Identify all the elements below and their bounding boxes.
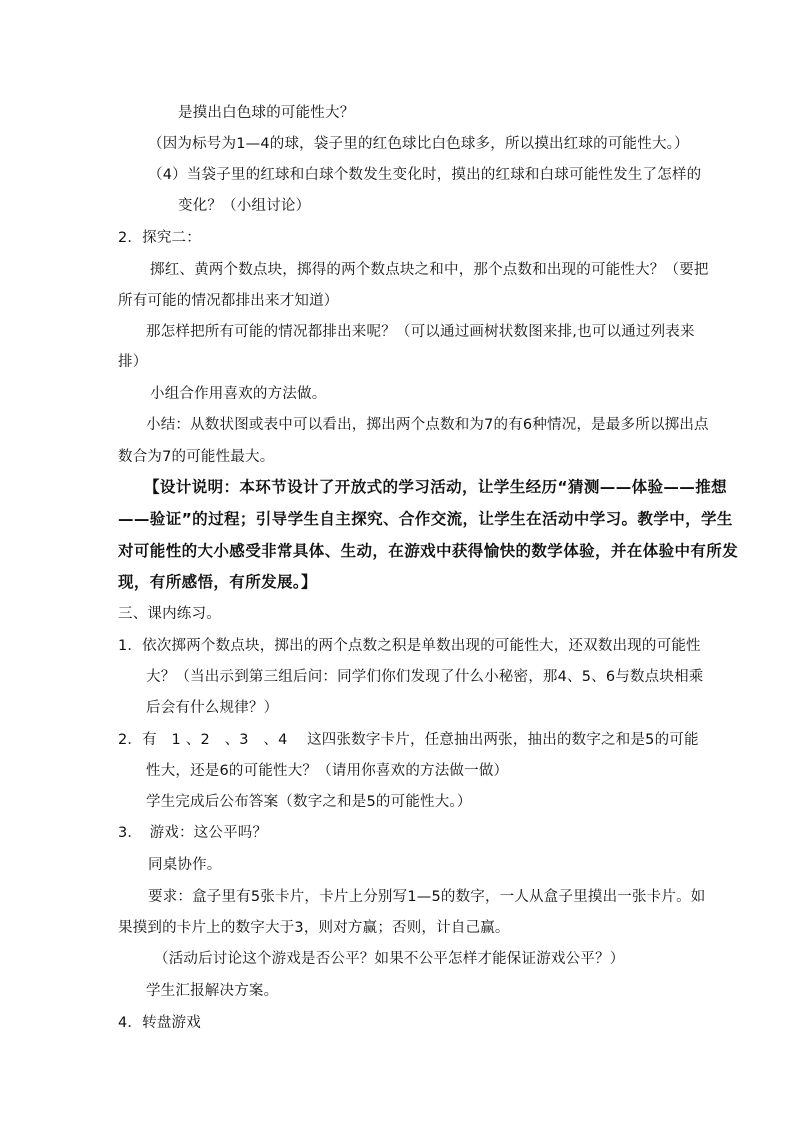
text-line: 大？（当出示到第三组后问：同学们你们发现了什么小秘密，那4、5、6与数点块相乘 (146, 669, 704, 685)
design-note-line: 【设计说明：本环节设计了开放式的学习活动，让学生经历“猜测——体验——推想 (144, 478, 727, 496)
section-heading: 3． 游戏：这公平吗？ (118, 825, 268, 841)
text-line: 数合为7的可能性最大。 (118, 449, 275, 465)
text-line: 所有可能的情况都排出来才知道） (118, 293, 339, 309)
text-line: 2．有 1 、2 、3 、4 这四张数字卡片，任意抽出两张，抽出的数字之和是5的可能 (118, 732, 699, 748)
design-note-line: 对可能性的大小感受非常具体、生动，在游戏中获得愉快的数学体验，并在体验中有所发 (118, 542, 739, 560)
design-note-line: ——验证”的过程；引导学生自主探究、合作交流，让学生在活动中学习。教学中，学生 (118, 510, 733, 528)
text-line: （4）当袋子里的红球和白球个数发生变化时，摸出的红球和白球可能性发生了怎样的 (148, 167, 702, 183)
text-line: 性大，还是6的可能性大？（请用你喜欢的方法做一做） (146, 763, 509, 779)
text-line: 学生汇报解决方案。 (146, 983, 279, 999)
text-line: 那怎样把所有可能的情况都排出来呢？（可以通过画树状数图来排,也可以通过列表来 (146, 324, 695, 340)
text-line: 排） (118, 354, 148, 370)
text-line: 小组合作用喜欢的方法做。 (150, 386, 327, 402)
section-heading: 三、课内练习。 (118, 606, 221, 622)
text-line: 小结：从数状图或表中可以看出，掷出两个点数和为7的有6种情况，是最多所以掷出点 (146, 417, 709, 433)
text-line: 学生完成后公布答案（数字之和是5的可能性大。） (146, 794, 472, 810)
text-line: 后会有什么规律？） (146, 700, 279, 716)
text-line: （因为标号为1—4的球，袋子里的红色球比白色球多，所以摸出红球的可能性大。） (148, 136, 689, 152)
text-line: 要求：盒子里有5张卡片，卡片上分别写1—5的数字，一人从盒子里摸出一张卡片。如 (148, 889, 706, 905)
design-note-line: 现，有所感悟，有所发展。】 (118, 573, 317, 591)
text-line: 同桌协作。 (148, 857, 222, 873)
text-line: 1．依次掷两个数点块，掷出的两个点数之积是单数出现的可能性大，还双数出现的可能性 (118, 638, 701, 654)
section-heading: 2．探究二： (118, 230, 201, 246)
text-line: 果摸到的卡片上的数字大于3，则对方赢；否则，计自己赢。 (118, 920, 510, 936)
text-line: （活动后讨论这个游戏是否公平？如果不公平怎样才能保证游戏公平？） (154, 951, 625, 967)
section-heading: 4．转盘游戏 (118, 1015, 201, 1031)
text-line: 是摸出白色球的可能性大？ (178, 105, 355, 121)
text-line: 变化？（小组讨论） (178, 198, 311, 214)
text-line: 掷红、黄两个数点块，掷得的两个数点块之和中，那个点数和出现的可能性大？（要把 (150, 262, 709, 278)
